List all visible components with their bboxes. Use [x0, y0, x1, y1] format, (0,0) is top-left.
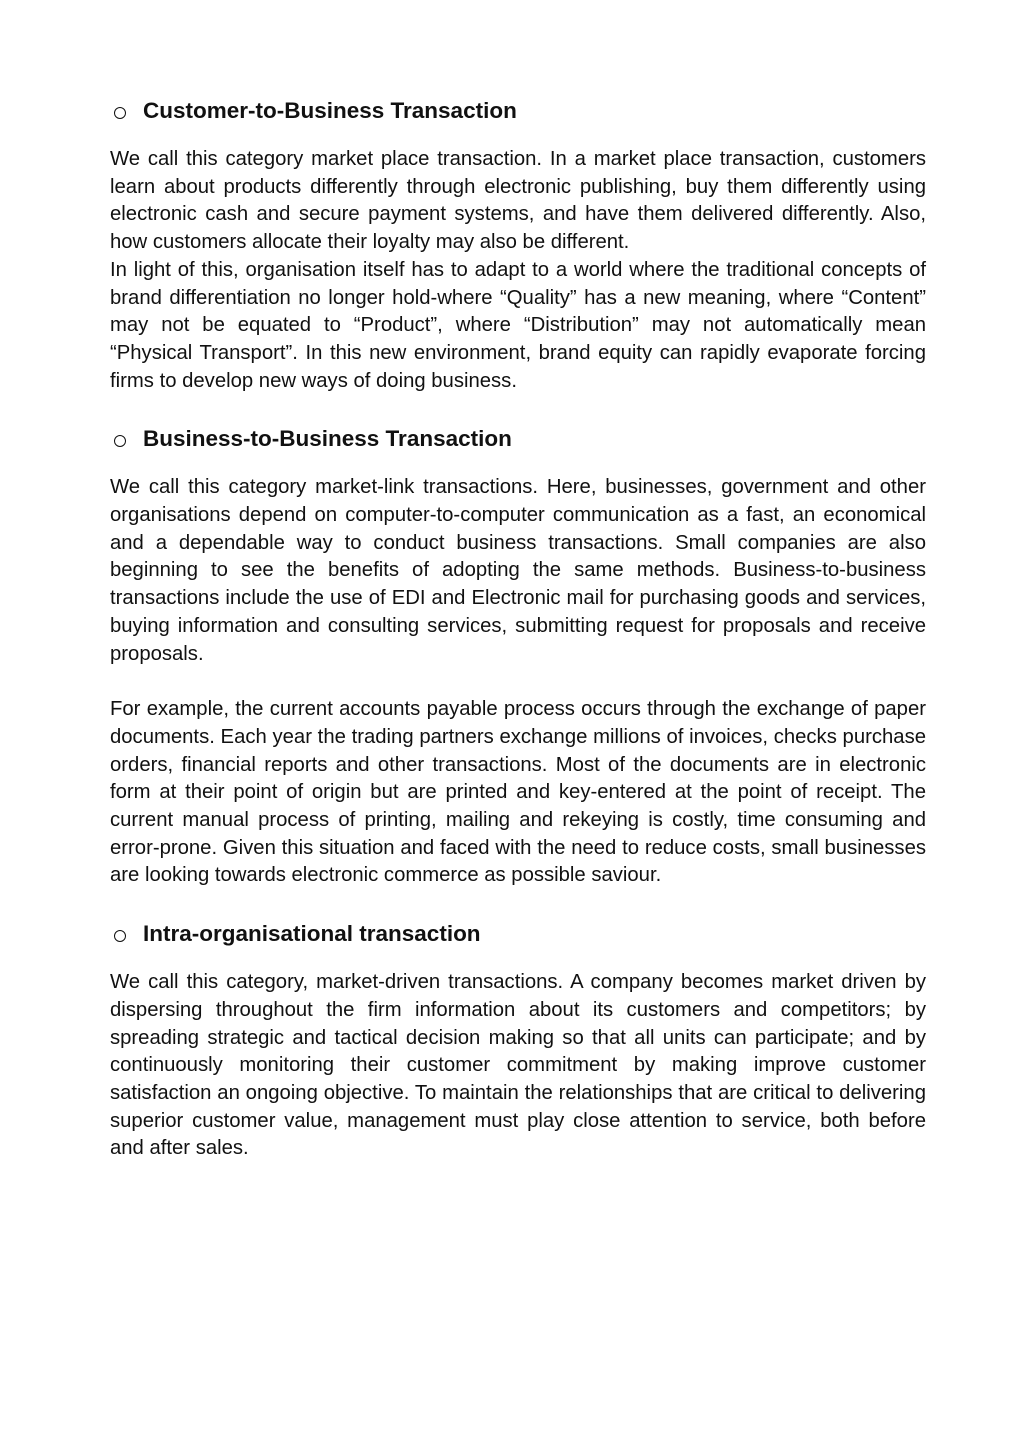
- hollow-circle-bullet-icon: [114, 107, 126, 119]
- section-customer-to-business: [110, 95, 926, 423]
- section-heading: [110, 95, 926, 127]
- paragraph: We call this category market-link transactions. Here, businesses, government and other organisations depend on computer-to-computer communication as a fast, an economical and a dependable way to conduct business transactions. Small companies are also beginning to see the benefits of adopting the same methods. Business-to-business transactions include the use of EDI and Electronic mail for purchasing goods and services, buying information and consulting services, submitting request for proposals and receive proposals.: [110, 476, 926, 665]
- paragraph: We call this category, market-driven transactions. A company becomes market driven by dispersing throughout the firm information about its customers and competitors; by spreading strategic and tactical decision making so that all units can participate; and by continuously monitoring their customer commitment by making improve customer satisfaction an ongoing objective. To maintain the relationships that are critical to delivering superior customer value, management must play close attention to service, both before and after sales.: [110, 971, 926, 1160]
- section-business-to-business: [110, 423, 926, 918]
- hollow-circle-bullet-icon: [114, 435, 126, 447]
- section-heading: [110, 918, 926, 950]
- section-heading-text: Customer-to-Business Transaction: [143, 98, 517, 123]
- paragraph: In light of this, organisation itself has to adapt to a world where the traditional concepts of brand differentiation no longer hold-where “Quality” has a new meaning, where “Content” may not be equated to “Product”, where “Distribution” may not automatically mean “Physical Transport”. In this new environment, brand equity can rapidly evaporate forcing firms to develop new ways of doing business.: [110, 258, 926, 392]
- paragraph: We call this category market place transaction. In a market place transaction, customers learn about products differently through electronic publishing, buy them differently using electronic cash and secure payment systems, and have them delivered differently. Also, how customers allocate their loyalty may also be different.: [110, 148, 926, 254]
- section-heading: [110, 423, 926, 455]
- paragraph: For example, the current accounts payable process occurs through the exchange of paper documents. Each year the trading partners exchange millions of invoices, checks purchase orders, financial reports and other transactions. Most of the documents are in electronic form at their point of origin but are printed and key-entered at the point of receipt. The current manual process of printing, mailing and rekeying is costly, time consuming and error-prone. Given this situation and faced with the need to reduce costs, small businesses are looking towards electronic commerce as possible saviour.: [110, 698, 926, 887]
- section-heading-text: Business-to-Business Transaction: [143, 426, 512, 452]
- section-intra-organisational: [110, 918, 926, 1163]
- hollow-circle-bullet-icon: [114, 930, 126, 942]
- document-page: [110, 95, 926, 1163]
- section-heading-text: Intra-organisational transaction: [143, 921, 481, 947]
